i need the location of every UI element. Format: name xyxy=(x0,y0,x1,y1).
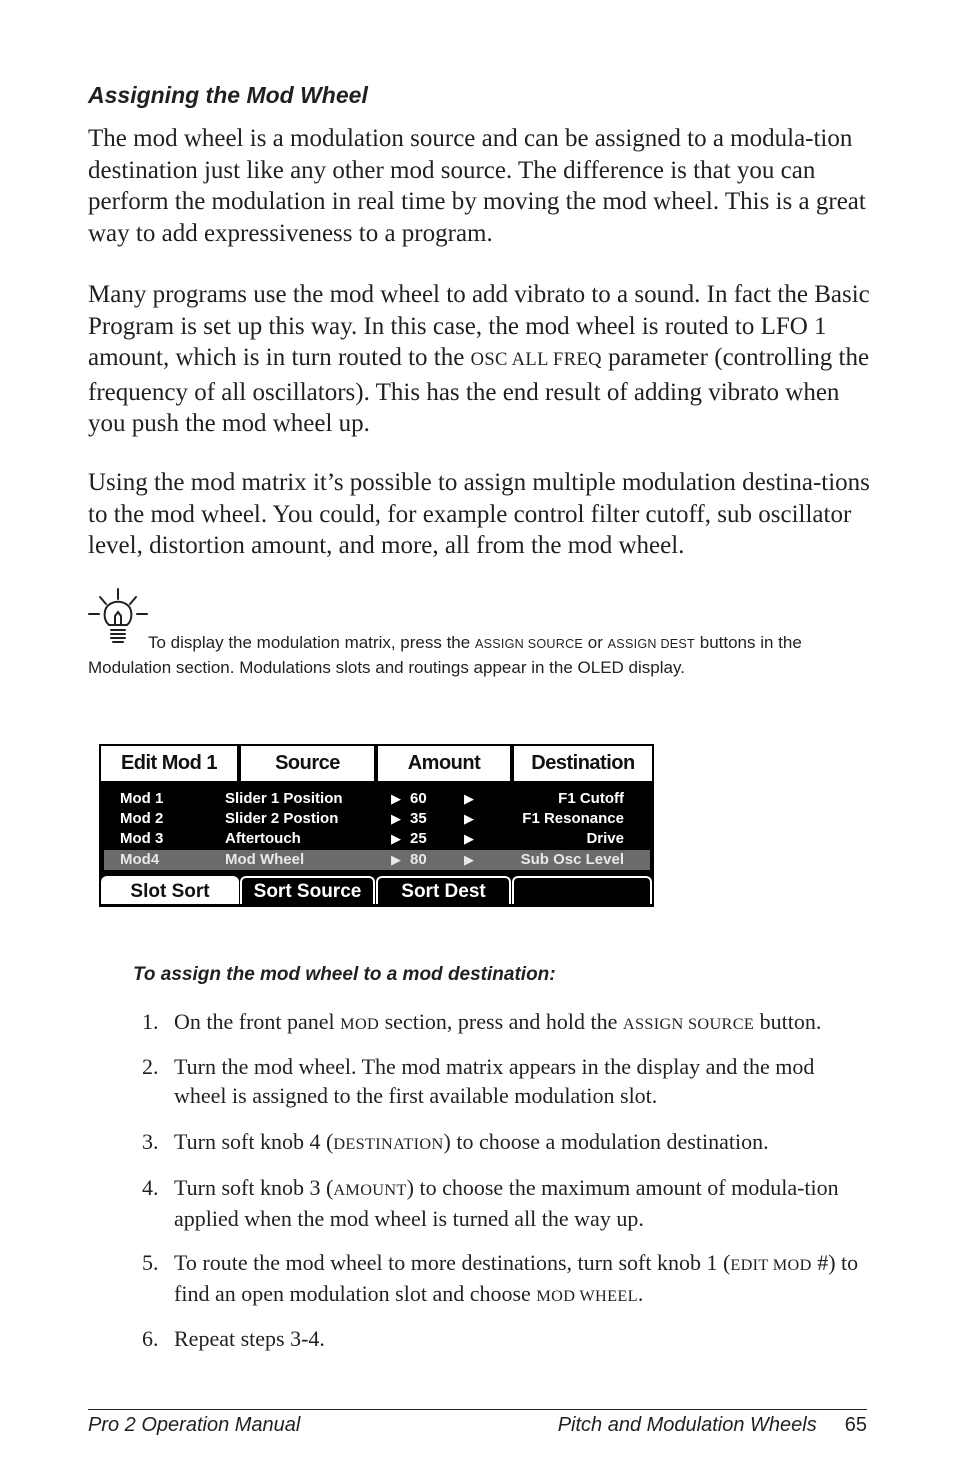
mod-destination: Sub Osc Level xyxy=(520,851,624,868)
mod-source: Slider 1 Position xyxy=(225,790,343,807)
mod-slot: Mod 3 xyxy=(120,830,164,847)
step-part: section, press and hold the xyxy=(384,1009,618,1034)
footer-right xyxy=(558,1414,867,1437)
arrow-icon: ▶ xyxy=(464,852,474,867)
mod-row xyxy=(104,829,650,849)
step-number: 6. xyxy=(142,1326,159,1351)
footer-section-title: Pitch and Modulation Wheels xyxy=(557,1414,817,1436)
mod-source: Mod Wheel xyxy=(225,851,305,868)
page-number: 65 xyxy=(844,1414,867,1436)
step-text xyxy=(174,1248,872,1310)
mod-slot: Mod4 xyxy=(120,851,160,868)
mod-source: Slider 2 Postion xyxy=(225,810,339,827)
step-text: Repeat steps 3-4. xyxy=(174,1326,325,1351)
tab-empty xyxy=(512,876,652,904)
paragraph-mod-matrix: Using the mod matrix it’s possible to assign multiple modulation destina-tions to the mod wheel. You could, for example control filter cutoff, sub oscillator level, distortion amount, and more, all from the mod wheel. xyxy=(88,469,870,559)
paragraph-text: parameter (controlling the frequency of all oscillators). This has the end result of adding vibrato when you push the mod wheel up. xyxy=(88,344,870,437)
mod-amount: 35 xyxy=(410,810,427,827)
mod-slot: Mod 1 xyxy=(120,790,164,807)
tip-part: buttons in the Modulation section. Modulations slots and routings appear in the OLED display. xyxy=(88,633,802,677)
button-name: ASSIGN SOURCE xyxy=(474,637,584,651)
step-number: 5. xyxy=(142,1250,159,1275)
mod-source: Aftertouch xyxy=(225,830,301,847)
control-name: MOD xyxy=(340,1014,380,1033)
step-number: 4. xyxy=(142,1175,159,1200)
step-item xyxy=(142,1173,872,1233)
arrow-icon: ▶ xyxy=(464,831,474,846)
control-name: ASSIGN SOURCE xyxy=(622,1014,755,1033)
step-part: ) to choose the maximum amount of modula-tion applied when the mod wheel is turned all the way up. xyxy=(174,1175,839,1231)
oled-display xyxy=(99,744,654,907)
tab-source: Source xyxy=(241,746,374,781)
control-name: EDIT MOD xyxy=(730,1255,812,1274)
tab-edit-mod: Edit Mod 1 xyxy=(101,746,237,781)
arrow-icon: ▶ xyxy=(391,811,401,826)
paragraph-intro: The mod wheel is a modulation source and can be assigned to a modula-tion destination just like any other mod source. The difference is that you can perform the modulation in real time by moving the mod wheel. This is a great way to add expressiveness to a program. xyxy=(88,125,866,247)
step-part: ) to choose a modulation destination. xyxy=(443,1129,769,1154)
step-number: 1. xyxy=(142,1009,159,1034)
tip-part: or xyxy=(587,633,603,652)
button-name: ASSIGN DEST xyxy=(607,637,695,651)
arrow-icon: ▶ xyxy=(391,831,401,846)
step-part: #) to find an open modulation slot and choose xyxy=(174,1250,859,1306)
control-name: AMOUNT xyxy=(333,1180,407,1199)
step-number: 3. xyxy=(142,1129,159,1154)
mod-amount: 25 xyxy=(410,830,427,847)
paragraph-text: Many programs use the mod wheel to add vibrato to a sound. In fact the Basic Program is set up this way. In this case, the mod wheel is routed to LFO 1 amount, which is in turn routed to the xyxy=(88,281,870,371)
mod-slot: Mod 2 xyxy=(120,810,164,827)
step-item xyxy=(142,1248,872,1310)
mod-amount: 80 xyxy=(410,851,427,868)
step-part: . xyxy=(637,1281,644,1306)
arrow-icon: ▶ xyxy=(464,811,474,826)
step-text xyxy=(174,1127,872,1158)
mod-row xyxy=(104,789,650,809)
arrow-icon: ▶ xyxy=(464,791,474,806)
step-part: To route the mod wheel to more destinations, turn soft knob 1 ( xyxy=(174,1250,731,1275)
arrow-icon: ▶ xyxy=(391,791,401,806)
control-name: DESTINATION xyxy=(333,1134,444,1153)
step-part: On the front panel xyxy=(174,1009,335,1034)
mod-row xyxy=(104,809,650,829)
tab-slot-sort: Slot Sort xyxy=(101,876,239,904)
param-name: OSC ALL FREQ xyxy=(470,350,602,370)
mod-destination: F1 Resonance xyxy=(522,810,624,827)
footer-rule xyxy=(88,1409,867,1410)
mod-row-selected xyxy=(104,850,650,870)
step-item xyxy=(142,1127,872,1158)
tab-amount: Amount xyxy=(378,746,510,781)
step-item xyxy=(142,1052,872,1110)
mod-amount: 60 xyxy=(410,790,427,807)
tab-destination: Destination xyxy=(514,746,652,781)
footer-manual-title: Pro 2 Operation Manual xyxy=(88,1414,301,1436)
mod-destination: Drive xyxy=(586,830,624,847)
tab-sort-dest: Sort Dest xyxy=(376,876,511,904)
step-part: Turn soft knob 3 ( xyxy=(174,1175,334,1200)
tip-text xyxy=(88,631,878,679)
tab-sort-source: Sort Source xyxy=(240,876,375,904)
step-text xyxy=(174,1173,872,1233)
arrow-icon: ▶ xyxy=(391,852,401,867)
step-part: Turn soft knob 4 ( xyxy=(174,1129,334,1154)
procedure-title: To assign the mod wheel to a mod destination: xyxy=(133,964,556,985)
tip-part: To display the modulation matrix, press the xyxy=(148,633,471,652)
mod-destination: F1 Cutoff xyxy=(558,790,624,807)
section-heading: Assigning the Mod Wheel xyxy=(88,82,368,108)
step-part: button. xyxy=(759,1009,822,1034)
control-name: MOD WHEEL xyxy=(536,1286,638,1305)
step-text xyxy=(174,1007,872,1038)
step-number: 2. xyxy=(142,1054,159,1079)
step-item xyxy=(142,1324,872,1353)
step-text: Turn the mod wheel. The mod matrix appears in the display and the mod wheel is assigned to the first available modulation slot. xyxy=(174,1054,815,1108)
paragraph-vibrato xyxy=(88,279,878,440)
step-item xyxy=(142,1007,872,1038)
